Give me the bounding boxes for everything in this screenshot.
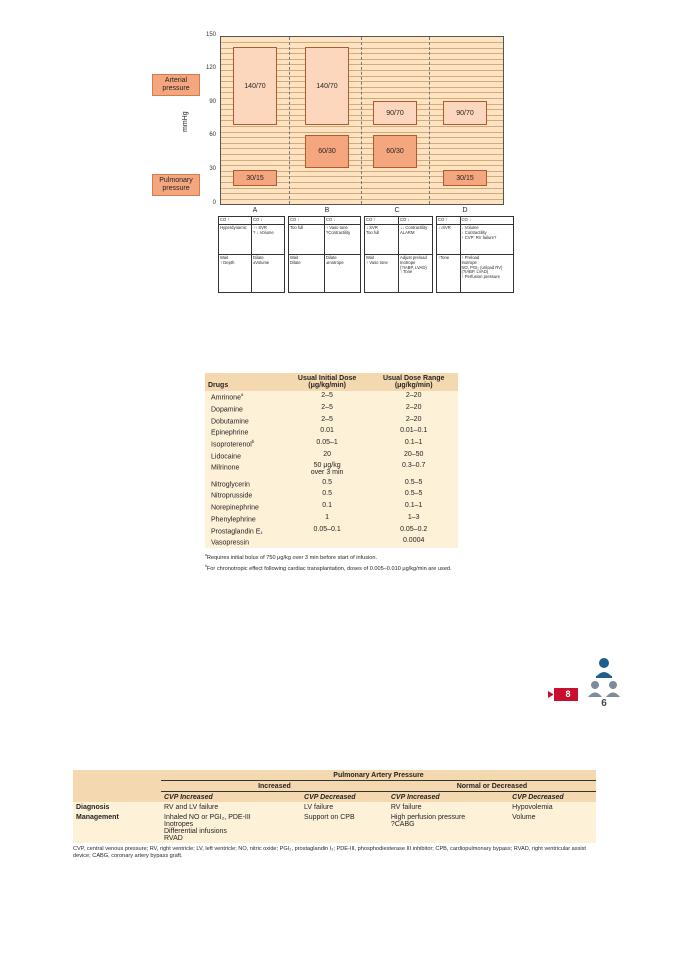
- initial-dose: 0.01: [320, 427, 334, 435]
- table-row: [205, 513, 458, 525]
- hemodynamic-figure: [150, 28, 520, 298]
- box-c-pulmonary: 60/30: [373, 135, 417, 168]
- header-initial-dose: Usual Initial Dose (μg/kg/min): [285, 373, 370, 391]
- drug-name: Phenylephrine: [211, 516, 256, 524]
- cvp-increased-2: CVP Increased: [390, 793, 440, 801]
- dose-range: 2–20: [405, 415, 422, 423]
- table-row: [205, 461, 458, 477]
- pa-title: Pulmonary Artery Pressure: [161, 770, 596, 781]
- drug-name: Dobutamine: [211, 417, 249, 425]
- pa-footnote: CVP, central venous pressure; RV, right ventricle; LV, left ventricle; NO, nitric oxide; PGI₂, prostaglandin I₂; PDE-III, phosphodiesterase III inhibitor; CPB, cardiopulmonary bypass; RVAD, right ventricular assist device; CABG, coronary artery bypass graft.: [73, 846, 586, 859]
- table-row: [205, 489, 458, 501]
- cvp-increased-1: CVP Increased: [164, 793, 213, 801]
- initial-dose: [285, 536, 370, 548]
- drug-footnote: $^a$Requires initial bolus of 750 μg/kg over 3 min before start of infusion.: [205, 552, 378, 561]
- drug-footnote-mark: b: [251, 439, 255, 444]
- dose-range: 0.5–5: [404, 478, 423, 486]
- initial-dose: 0.1: [322, 502, 332, 510]
- header-dose-range: Usual Dose Range (μg/kg/min): [369, 373, 458, 391]
- drug-name: Epinephrine: [211, 429, 249, 437]
- box-a-pulmonary: 30/15: [233, 170, 277, 186]
- initial-dose: 2–5: [321, 392, 333, 400]
- table-row: [205, 450, 458, 462]
- cvp-decreased-2: CVP Decreased: [512, 793, 564, 801]
- box-d-arterial: 90/70: [443, 101, 487, 125]
- drug-name: Milrinone: [211, 464, 240, 472]
- header-drugs: Drugs: [205, 373, 285, 391]
- initial-dose: 0.05–0.1: [313, 525, 341, 533]
- table-row: [205, 478, 458, 490]
- table-row: [205, 426, 458, 438]
- y-tick: 30: [209, 166, 216, 172]
- column-label-a: A: [252, 207, 258, 214]
- box-c-arterial: 90/70: [373, 101, 417, 125]
- drug-dose-table: [205, 373, 458, 623]
- y-tick: 0: [212, 200, 216, 206]
- dose-range: 1–3: [407, 513, 420, 521]
- dose-range: 0.01–0.1: [400, 427, 428, 435]
- drug-footnote: $^b$For chronotropic effect following cardiac transplantation, doses of 0.005–0.010 μg/kg/min are used.: [205, 563, 452, 572]
- group-d-table: CO ↑ ↓↓SVR ↑Tone CO ↓ ↓ Volume ↓ Contractility ↑ CVP: RV failure? ↑ Preload Inotrope NO, PGI₂ (unload RV) (?IABP, LVAD) ↑ Perfusion pressure: [436, 216, 514, 293]
- drug-name: Amrinone: [211, 394, 241, 402]
- drug-name: Vasopressin: [211, 539, 250, 547]
- table-row: [205, 524, 458, 536]
- column-label-b: B: [324, 207, 330, 214]
- drug-name: Nitroprusside: [211, 492, 253, 500]
- initial-dose: 2–5: [321, 403, 333, 411]
- drug-name: Norepinephrine: [211, 504, 259, 512]
- cvp-decreased-1: CVP Decreased: [304, 793, 356, 801]
- column-label-c: C: [394, 207, 400, 214]
- increased-header: Increased: [161, 781, 388, 792]
- initial-dose: 50 μg/kg over 3 min: [310, 462, 344, 477]
- drug-name: Lidocaine: [211, 453, 241, 461]
- table-row: [205, 438, 458, 450]
- table-row: [205, 536, 458, 548]
- video-count: 8: [565, 689, 571, 699]
- initial-dose: 2–5: [321, 415, 333, 423]
- table-row: [205, 414, 458, 426]
- drug-name: Dopamine: [211, 406, 243, 414]
- drug-name: Nitroglycerin: [211, 481, 250, 489]
- initial-dose: 0.5: [322, 490, 332, 498]
- group-a-table: CO ↑ Hyperdynamic Wait ↑ Depth CO ↓ ↑↑ SVR ? ↓ Volume Dilate ±Volume: [218, 216, 285, 293]
- group-c-table: CO ↑ ↓ SVR Too full Wait ↑ Vaso tone CO ↓ ↓↓ Contractility ALARM Adjust preload Inotrope (?IABP, LVAD) ↑ Tone: [364, 216, 433, 293]
- table-row: Diagnosis RV and LV failure LV failure RV failure Hypovolemia: [76, 803, 553, 811]
- y-tick: 150: [205, 32, 216, 38]
- group-b-table: CO ↑ Too full Wait Dilate CO ↓ ↑ Vaso tone ?Contractility Dilate ±Inotrope: [288, 216, 361, 293]
- video-count-badge[interactable]: [548, 688, 578, 701]
- box-b-arterial: 140/70: [305, 47, 349, 125]
- dose-range: 2–20: [405, 403, 422, 411]
- users-icon: [586, 656, 622, 698]
- normal-header: Normal or Decreased: [388, 781, 596, 792]
- y-axis-label: mmHg: [182, 111, 189, 132]
- pulmonary-pressure-label: Pulmonary pressure: [152, 174, 200, 196]
- user-count: 6: [601, 698, 607, 709]
- y-tick: 120: [205, 65, 216, 71]
- dose-range: 0.1–1: [404, 502, 423, 510]
- pulmonary-artery-pressure-table: [73, 770, 596, 905]
- dose-range: 0.0004: [402, 537, 425, 545]
- drug-name: Prostaglandin E₁: [211, 527, 263, 535]
- initial-dose: 0.05–1: [316, 439, 338, 446]
- table-row: [205, 501, 458, 513]
- users-badge[interactable]: [586, 656, 622, 711]
- arterial-pressure-label: Arterial pressure: [152, 74, 200, 96]
- dose-range: 0.05–0.2: [400, 525, 428, 533]
- box-b-pulmonary: 60/30: [305, 135, 349, 168]
- box-a-arterial: 140/70: [233, 47, 277, 125]
- dose-range: 0.5–5: [404, 490, 423, 498]
- table-row: Management Inhaled NO or PGI₂, PDE-III Inotropes Differential infusions RVAD Support on CPB High perfusion pressure ?CABG Volume: [76, 813, 536, 842]
- dose-range: 0.1–1: [404, 439, 423, 446]
- dose-range: 20–50: [403, 450, 424, 458]
- dose-range: 0.3–0.7: [402, 462, 426, 470]
- dose-range: 2–20: [405, 392, 422, 400]
- initial-dose: 1: [325, 513, 330, 521]
- initial-dose: 20: [323, 450, 331, 458]
- drug-name: Isoproterenol: [211, 441, 252, 449]
- column-label-d: D: [462, 207, 468, 214]
- initial-dose: 0.5: [322, 478, 332, 486]
- box-d-pulmonary: 30/15: [443, 170, 487, 186]
- table-row: [205, 391, 458, 403]
- drug-footnote-mark: a: [240, 392, 244, 398]
- table-row: [205, 403, 458, 415]
- pressure-plot: [220, 36, 504, 205]
- y-tick: 60: [209, 132, 216, 138]
- y-tick: 90: [209, 99, 216, 105]
